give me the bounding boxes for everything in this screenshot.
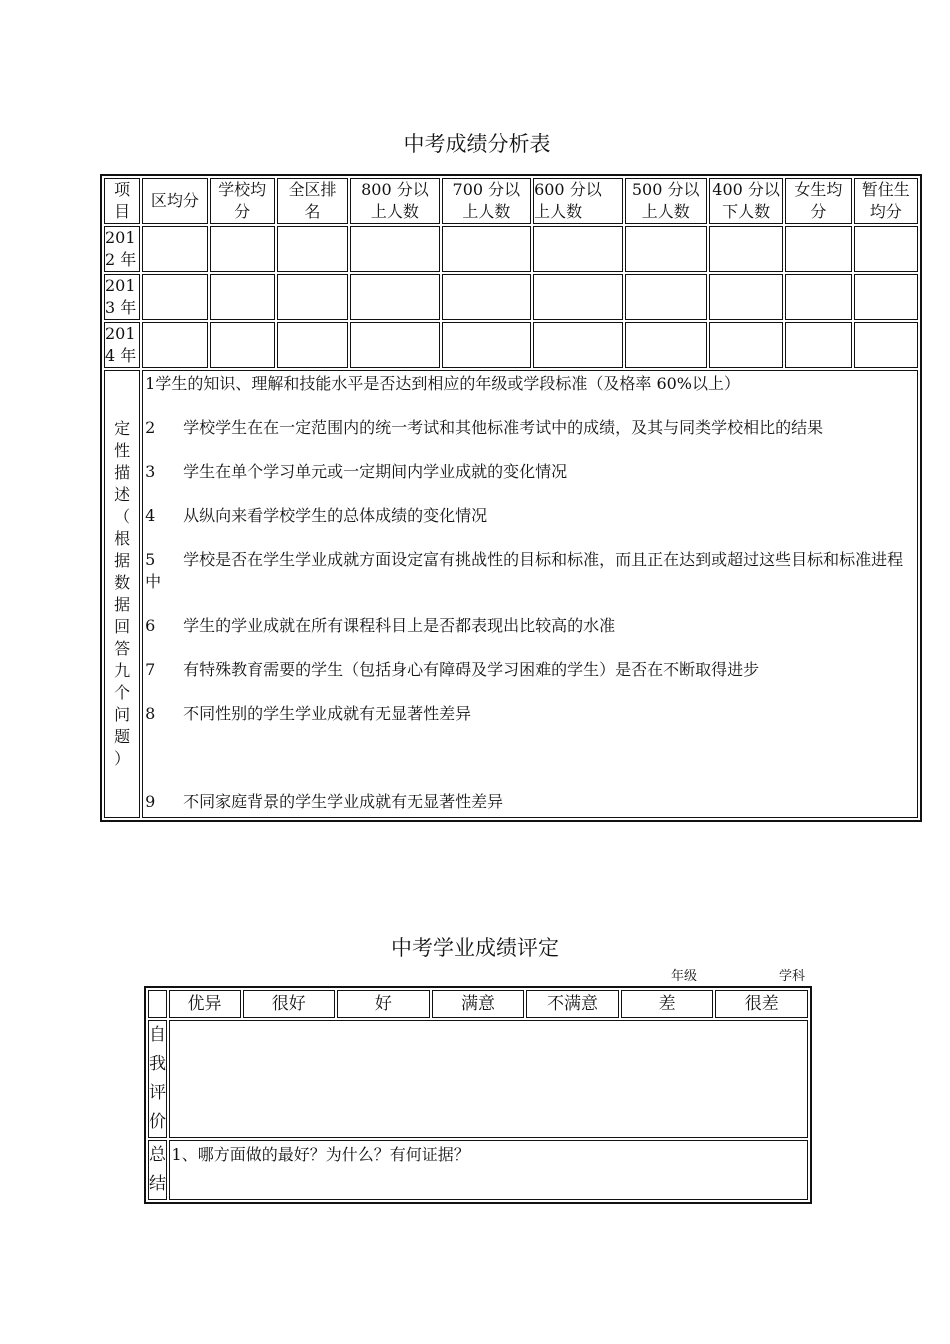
header-above-800: 800 分以 上人数 xyxy=(350,178,439,224)
table-row xyxy=(104,226,918,272)
question-item: 9 不同家庭背景的学生学业成就有无显著性差异 xyxy=(145,792,504,811)
table-cell[interactable] xyxy=(533,322,622,368)
year-label: 201 3 年 xyxy=(104,274,140,320)
header-above-500: 500 分以 上人数 xyxy=(625,178,707,224)
rating-very-poor: 很差 xyxy=(715,990,808,1018)
rating-good: 好 xyxy=(337,990,430,1018)
table-cell[interactable] xyxy=(142,226,207,272)
table-cell[interactable] xyxy=(625,322,707,368)
table-cell[interactable] xyxy=(625,274,707,320)
year-label: 201 4 年 xyxy=(104,322,140,368)
corner-cell xyxy=(148,990,167,1018)
table-cell[interactable] xyxy=(533,226,622,272)
summary-question: 1、哪方面做的最好？为什么？有何证据？ xyxy=(171,1145,470,1164)
table-cell[interactable] xyxy=(442,322,531,368)
table-cell[interactable] xyxy=(277,322,348,368)
table-cell[interactable] xyxy=(709,274,783,320)
question-item: 5 学校是否在学生学业成就方面设定富有挑战性的目标和标准，而且正在达到或超过这些目标和标准进程中 xyxy=(145,550,904,591)
table-row xyxy=(104,322,918,368)
header-female-avg: 女生均 分 xyxy=(785,178,851,224)
score-analysis-table xyxy=(100,174,922,822)
header-district-avg: 区均分 xyxy=(142,178,207,224)
rating-excellent: 优异 xyxy=(169,990,241,1018)
question-item: 6 学生的学业成就在所有课程科目上是否都表现出比较高的水准 xyxy=(145,616,616,635)
rating-header-row xyxy=(148,990,808,1018)
score-evaluation-table xyxy=(144,986,812,1204)
table-cell[interactable] xyxy=(142,322,207,368)
rating-unsatisfactory: 不满意 xyxy=(526,990,619,1018)
table-cell[interactable] xyxy=(210,322,275,368)
grade-label: 年级 xyxy=(671,969,698,984)
rating-very-good: 很好 xyxy=(243,990,336,1018)
header-above-600: 600 分以 上人数 xyxy=(533,178,622,224)
table-cell[interactable] xyxy=(709,322,783,368)
table-cell[interactable] xyxy=(142,274,207,320)
table-cell[interactable] xyxy=(854,322,918,368)
rating-satisfactory: 满意 xyxy=(432,990,525,1018)
summary-field[interactable] xyxy=(169,1140,808,1200)
question-item: 8 不同性别的学生学业成就有无显著性差异 xyxy=(145,704,472,723)
table-cell[interactable] xyxy=(350,226,439,272)
table-cell[interactable] xyxy=(533,274,622,320)
question-item: 2 学校学生在在一定范围内的统一考试和其他标准考试中的成绩，及其与同类学校相比的结果 xyxy=(145,418,824,437)
self-evaluation-row xyxy=(148,1020,808,1138)
table-cell[interactable] xyxy=(350,322,439,368)
header-school-avg: 学校均 分 xyxy=(210,178,275,224)
table-header-row xyxy=(104,178,918,224)
header-temp-resident-avg: 暂住生 均分 xyxy=(854,178,918,224)
table-cell[interactable] xyxy=(785,274,851,320)
header-item: 项 目 xyxy=(104,178,140,224)
header-above-700: 700 分以 上人数 xyxy=(442,178,531,224)
table-cell[interactable] xyxy=(854,274,918,320)
summary-label: 总 结 xyxy=(148,1140,167,1200)
table-cell[interactable] xyxy=(350,274,439,320)
table-cell[interactable] xyxy=(625,226,707,272)
question-item: 1学生的知识、理解和技能水平是否达到相应的年级或学段标准（及格率 60%以上） xyxy=(145,374,741,393)
analysis-table-title: 中考成绩分析表 xyxy=(403,132,551,156)
qualitative-label: 定 性 描 述 （ 根 据 数 据 回 答 九 个 问 题 ） xyxy=(104,370,140,818)
table-cell[interactable] xyxy=(442,226,531,272)
table-cell[interactable] xyxy=(785,322,851,368)
evaluation-table-title: 中考学业成绩评定 xyxy=(391,936,559,960)
table-cell[interactable] xyxy=(210,226,275,272)
summary-row xyxy=(148,1140,808,1200)
table-cell[interactable] xyxy=(709,226,783,272)
header-below-400: 400 分以 下人数 xyxy=(709,178,783,224)
grade-subject-line xyxy=(0,965,950,985)
year-label: 201 2 年 xyxy=(104,226,140,272)
table-cell[interactable] xyxy=(210,274,275,320)
table-cell[interactable] xyxy=(785,226,851,272)
self-evaluation-label: 自 我 评 价 xyxy=(148,1020,167,1138)
qualitative-row xyxy=(104,370,918,818)
table-cell[interactable] xyxy=(442,274,531,320)
table-cell[interactable] xyxy=(854,226,918,272)
question-item: 7 有特殊教育需要的学生（包括身心有障碍及学习困难的学生）是否在不断取得进步 xyxy=(145,660,760,679)
question-item: 4 从纵向来看学校学生的总体成绩的变化情况 xyxy=(145,506,488,525)
rating-poor: 差 xyxy=(621,990,714,1018)
question-item: 3 学生在单个学习单元或一定期间内学业成就的变化情况 xyxy=(145,462,568,481)
table-row xyxy=(104,274,918,320)
table-cell[interactable] xyxy=(277,274,348,320)
subject-label: 学科 xyxy=(779,969,806,984)
table-cell[interactable] xyxy=(277,226,348,272)
header-district-rank: 全区排 名 xyxy=(277,178,348,224)
self-evaluation-field[interactable] xyxy=(169,1020,808,1138)
qualitative-questions[interactable] xyxy=(142,370,918,818)
